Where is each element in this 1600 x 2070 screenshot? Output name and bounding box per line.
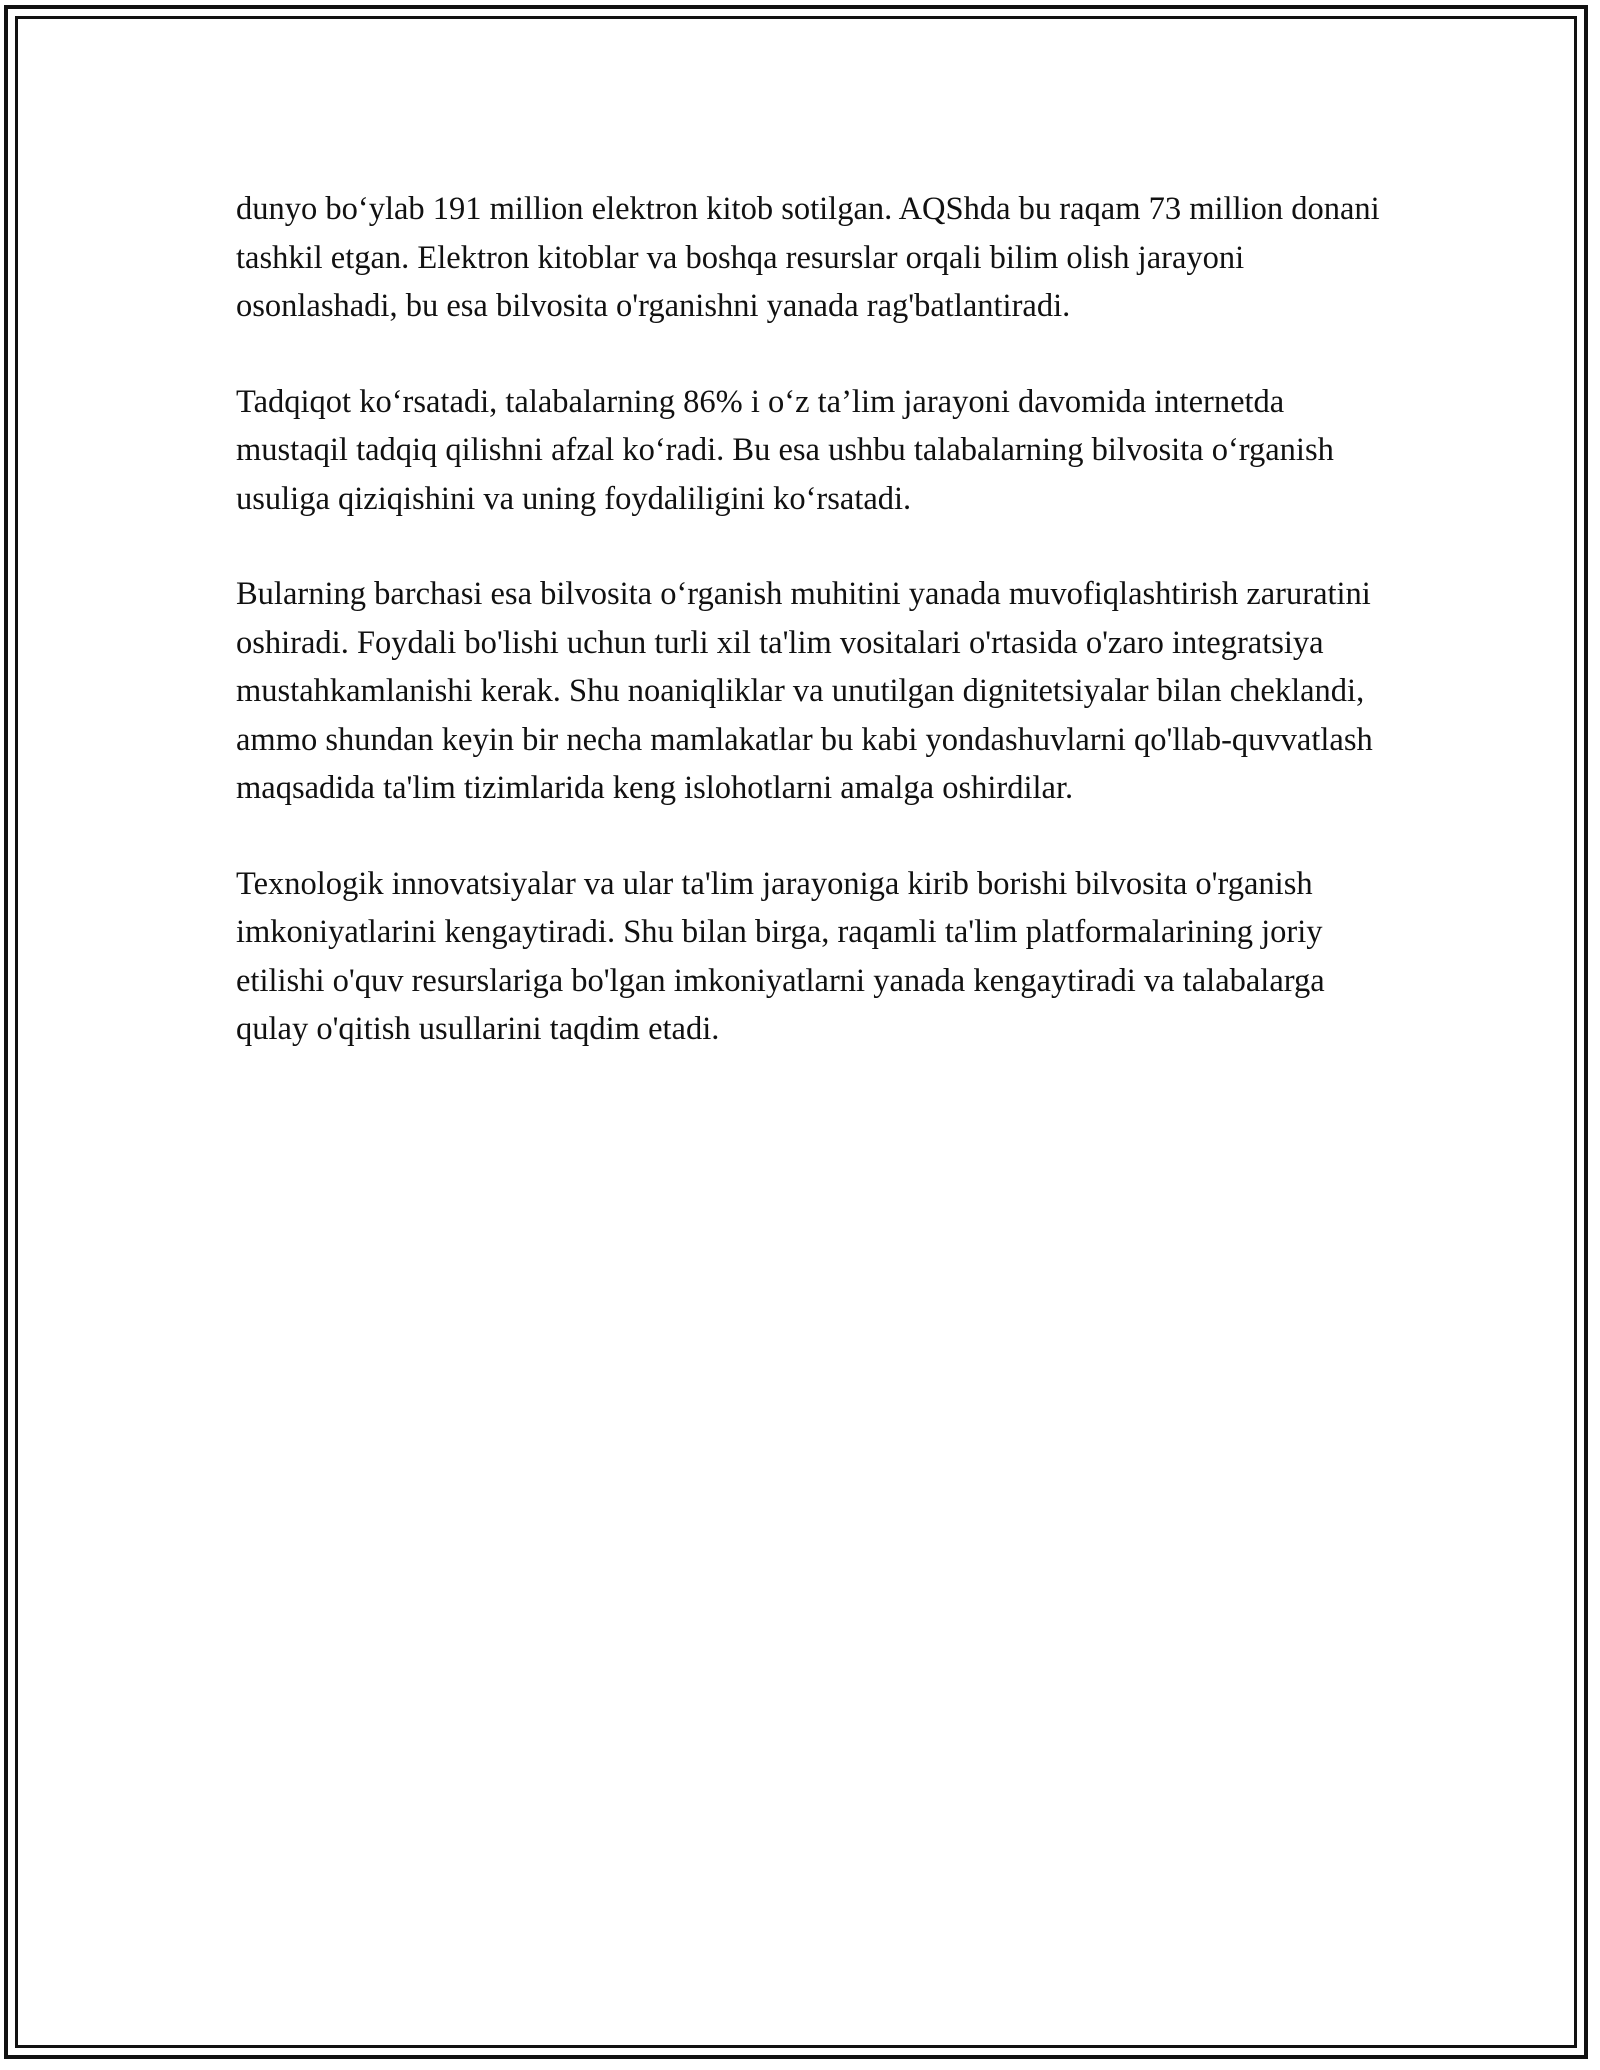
paragraph-ebook-sales: dunyo bo‘ylab 191 million elektron kitob sotilgan. AQShda bu raqam 73 million donani tashkil etgan. Elektron kitoblar va boshqa resurslar orqali bilim olish jarayoni osonlashadi, bu esa bilvosita o'rganishni yanada rag'batlantiradi. [236,191,1380,324]
paragraph-technology-innovation: Texnologik innovatsiyalar va ular ta'lim jarayoniga kirib borishi bilvosita o'rganish imkoniyatlarini kengaytiradi. Shu bilan birga, raqamli ta'lim platformalarining joriy etilishi o'quv resurslariga bo'lgan imkoniyatlarni yanada kengaytiradi va talabalarga qulay o'qitish usullarini taqdim etadi. [236,865,1325,1047]
paragraph-learning-environment: Bularning barchasi esa bilvosita o‘rganish muhitini yanada muvofiqlashtirish zaruratini oshiradi. Foydali bo'lishi uchun turli xil ta'lim vositalari o'rtasida o'zaro integratsiya mustahkamlanishi kerak. Shu noaniqliklar va unutilgan dignitetsiyalar bilan cheklandi, ammo shundan keyin bir necha mamlakatlar bu kabi yondashuvlarni qo'llab-quvvatlash maqsadida ta'lim tizimlarida keng islohotlarni amalga oshirdilar. [236,576,1373,806]
paragraph-student-research: Tadqiqot ko‘rsatadi, talabalarning 86% i o‘z ta’lim jarayoni davomida internetda mustaqil tadqiq qilishni afzal ko‘radi. Bu esa ushbu talabalarning bilvosita o‘rganish usuliga qiziqishini va uning foydaliligini ko‘rsatadi. [236,383,1334,517]
document-body [236,185,1386,1054]
